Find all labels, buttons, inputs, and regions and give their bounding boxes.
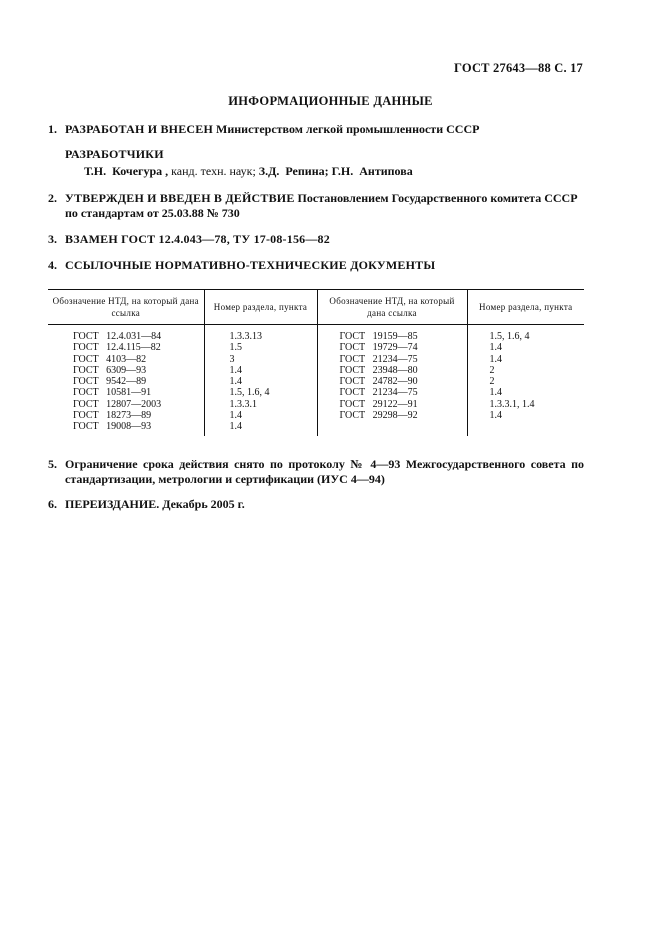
- item-6-number: 6.: [48, 497, 57, 511]
- ntd-designation: [317, 421, 467, 435]
- col-header-designation-right: Обозначение НТД, на который дана ссылка: [317, 290, 467, 325]
- ntd-designation: ГОСТ 10581—91: [48, 387, 204, 398]
- section-number: 1.4: [489, 342, 502, 354]
- section-number: 1.5: [204, 342, 317, 353]
- table-row: [48, 354, 584, 365]
- reference-table: [48, 289, 584, 436]
- item-2-text: Постановлением Государственного комитета СССР по стандартам от 25.03.88 № 730: [65, 191, 578, 220]
- section-number: 1.4: [204, 421, 317, 435]
- table-row: [48, 421, 584, 435]
- table-row: [48, 399, 584, 410]
- item-3-text: ВЗАМЕН ГОСТ 12.4.043—78, ТУ 17-08-156—82: [65, 232, 330, 246]
- section-number: 1.4: [204, 376, 317, 387]
- item-5-number: 5.: [48, 457, 57, 471]
- page-header: ГОСТ 27643—88 С. 17: [454, 61, 583, 75]
- table-row: [48, 376, 584, 387]
- author-separator: ,: [162, 164, 172, 178]
- item-4: [48, 258, 584, 273]
- ntd-designation: ГОСТ 12.4.031—84: [48, 325, 204, 343]
- col-header-designation-left: Обозначение НТД, на который дана ссылка: [48, 290, 204, 325]
- section-number: 1.3.3.1, 1.4: [489, 398, 535, 410]
- section-number: 1.3.3.13: [204, 325, 317, 343]
- section-number: [467, 421, 584, 435]
- authors-line: [84, 164, 413, 179]
- section-number: 3: [204, 354, 317, 365]
- ntd-designation: ГОСТ 29122—91: [317, 399, 467, 410]
- document-title: ИНФОРМАЦИОННЫЕ ДАННЫЕ: [228, 94, 433, 108]
- item-4-text: ССЫЛОЧНЫЕ НОРМАТИВНО-ТЕХНИЧЕСКИЕ ДОКУМЕНТЫ: [65, 258, 436, 272]
- item-4-number: 4.: [48, 258, 57, 272]
- ntd-designation: ГОСТ 12807—2003: [48, 399, 204, 410]
- section-number: 1.4: [204, 365, 317, 376]
- ntd-designation: ГОСТ 18273—89: [48, 410, 204, 421]
- ntd-designation: ГОСТ 9542—89: [48, 376, 204, 387]
- table-header-row: [48, 290, 584, 325]
- section-number: 1.4: [489, 353, 502, 365]
- item-1: [48, 122, 584, 137]
- ntd-designation: ГОСТ 21234—75: [317, 354, 467, 365]
- item-1-text: Министерством легкой промышленности СССР: [213, 122, 480, 136]
- item-3-number: 3.: [48, 232, 57, 246]
- section-number: 1.3.3.1: [204, 399, 317, 410]
- item-5-text: Ограничение срока действия снято по протоколу № 4—93 Межгосударственного совета по стандартизации, метрологии и сертификации (ИУС 4—94): [65, 457, 584, 486]
- item-5: [48, 457, 584, 487]
- ntd-designation: ГОСТ 6309—93: [48, 365, 204, 376]
- table-row: [48, 387, 584, 398]
- ntd-designation: ГОСТ 19729—74: [317, 342, 467, 353]
- item-6: [48, 497, 584, 512]
- item-1-lead: РАЗРАБОТАН И ВНЕСЕН: [65, 122, 214, 136]
- ntd-designation: ГОСТ 19008—93: [48, 421, 204, 435]
- ntd-designation: ГОСТ 23948—80: [317, 365, 467, 376]
- table-row: [48, 325, 584, 343]
- authors-rest: З.Д. Репина; Г.Н. Антипова: [258, 164, 413, 178]
- table-row: [48, 342, 584, 353]
- section-number: 1.5, 1.6, 4: [204, 387, 317, 398]
- table-body: [48, 325, 584, 436]
- section-number: 1.4: [204, 410, 317, 421]
- item-6-text: ПЕРЕИЗДАНИЕ. Декабрь 2005 г.: [65, 497, 245, 511]
- item-2: [48, 191, 584, 221]
- item-2-lead: УТВЕРЖДЕН И ВВЕДЕН В ДЕЙСТВИЕ: [65, 191, 295, 205]
- ntd-designation: ГОСТ 19159—85: [317, 325, 467, 343]
- col-header-section-left: Номер раздела, пункта: [204, 290, 317, 325]
- section-number: 1.4: [489, 387, 502, 399]
- item-2-number: 2.: [48, 191, 57, 205]
- table-row: [48, 410, 584, 421]
- ntd-designation: ГОСТ 29298—92: [317, 410, 467, 421]
- ntd-designation: ГОСТ 24782—90: [317, 376, 467, 387]
- item-1-number: 1.: [48, 122, 57, 136]
- section-number: 2: [489, 376, 495, 388]
- ntd-designation: ГОСТ 21234—75: [317, 387, 467, 398]
- authors-label: РАЗРАБОТЧИКИ: [65, 147, 164, 161]
- author-degree: канд. техн. наук;: [171, 164, 259, 178]
- table-row: [48, 365, 584, 376]
- section-number: 1.4: [489, 410, 502, 422]
- ntd-designation: ГОСТ 12.4.115—82: [48, 342, 204, 353]
- item-3: [48, 232, 584, 247]
- author-1: Т.Н. Кочегура: [84, 164, 163, 178]
- col-header-section-right: Номер раздела, пункта: [467, 290, 584, 325]
- section-number: 2: [489, 364, 495, 376]
- section-number: 1.5, 1.6, 4: [489, 331, 530, 342]
- ntd-designation: ГОСТ 4103—82: [48, 354, 204, 365]
